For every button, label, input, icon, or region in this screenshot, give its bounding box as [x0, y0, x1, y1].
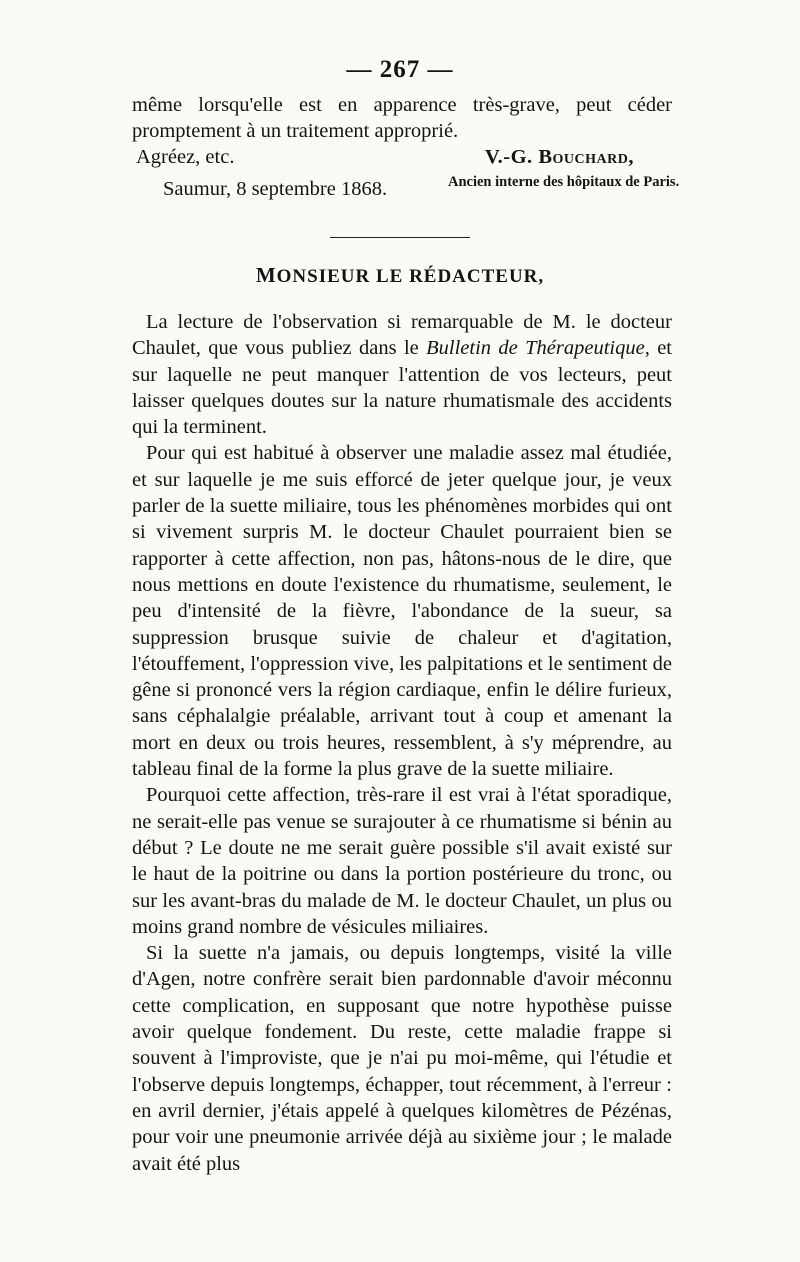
journal-title: Bulletin de Thérapeutique — [426, 337, 645, 360]
section-divider — [330, 237, 470, 238]
signature-name: Bouchard, — [538, 146, 634, 168]
closing-formula: Agréez, etc. — [136, 146, 235, 168]
page-number: — 267 — — [346, 56, 454, 83]
paragraph-1-text-b: , et sur laquelle ne peut manquer l'attention de vos lecteurs, peut laisser quelques doutes sur la nature rhumatismale des accidents qui la terminent. — [132, 337, 672, 439]
signature-credential: Ancien interne des hôpitaux de Paris. — [448, 174, 680, 190]
letter-body — [132, 309, 672, 1177]
paragraph-2: Pour qui est habitué à observer une maladie assez mal étudiée, et sur laquelle je me suis efforcé de jeter quelque jour, je veux parler de la suette miliaire, tous les phénomènes morbides qui ont si vivement surpris M. le docteur Chaulet pourraient bien se rapporter à cette affection, non pas, hâtons-nous de le dire, que nous mettions en doute l'existence du rhumatisme, seulement, le peu d'intensité de la fièvre, l'abondance de la sueur, sa suppression brusque suivie de chaleur et d'agitation, l'étouffement, l'oppression vive, les palpitations et le sentiment de gêne si prononcé vers la région cardiaque, enfin le délire furieux, sans céphalalgie préalable, arrivant tout à coup et amenant la mort en deux ou trois heures, ressemblent, à s'y méprendre, au tableau final de la forme la plus grave de la suette miliaire. — [132, 442, 672, 781]
place-date: Saumur, 8 septembre 1868. — [163, 178, 388, 200]
paragraph-3: Pourquoi cette affection, très-rare il est vrai à l'état sporadique, ne serait-elle pas venue se surajouter à ce rhumatisme si bénin au début ? Le doute ne me serait guère possible s'il avait existé sur le haut de la poitrine ou dans la portion postérieure du tronc, ou sur les avant-bras du malade de M. le docteur Chaulet, un plus ou moins grand nombre de vésicules miliaires. — [132, 784, 672, 938]
signature-initials: V.-G. — [485, 146, 539, 168]
paragraph-1 — [132, 309, 672, 440]
signature — [485, 146, 634, 169]
intro-text: même lorsqu'elle est en apparence très-grave, peut céder promptement à un traitement approprié. — [132, 94, 672, 143]
salutation-rest: ONSIEUR LE RÉDACTEUR, — [276, 266, 545, 287]
intro-paragraph — [132, 92, 672, 145]
salutation — [0, 263, 800, 288]
paragraph-1-text-a: La lecture de l'observation si remarquable de M. le docteur Chaulet, que vous publiez dans le — [132, 311, 672, 360]
paragraph-4: Si la suette n'a jamais, ou depuis longtemps, visité la ville d'Agen, notre confrère serait bien pardonnable d'avoir méconnu cette complication, en supposant que notre hypothèse puisse avoir quelque fondement. Du reste, cette maladie frappe si souvent à l'improviste, que je n'ai pu moi-même, qui l'étudie et l'observe depuis longtemps, échapper, tout récemment, à l'erreur : en avril dernier, j'étais appelé à quelques kilomètres de Pézénas, pour voir une pneumonie arrivée déjà au sixième jour ; le malade avait été plus — [132, 942, 672, 1175]
salutation-initial: M — [255, 263, 277, 287]
